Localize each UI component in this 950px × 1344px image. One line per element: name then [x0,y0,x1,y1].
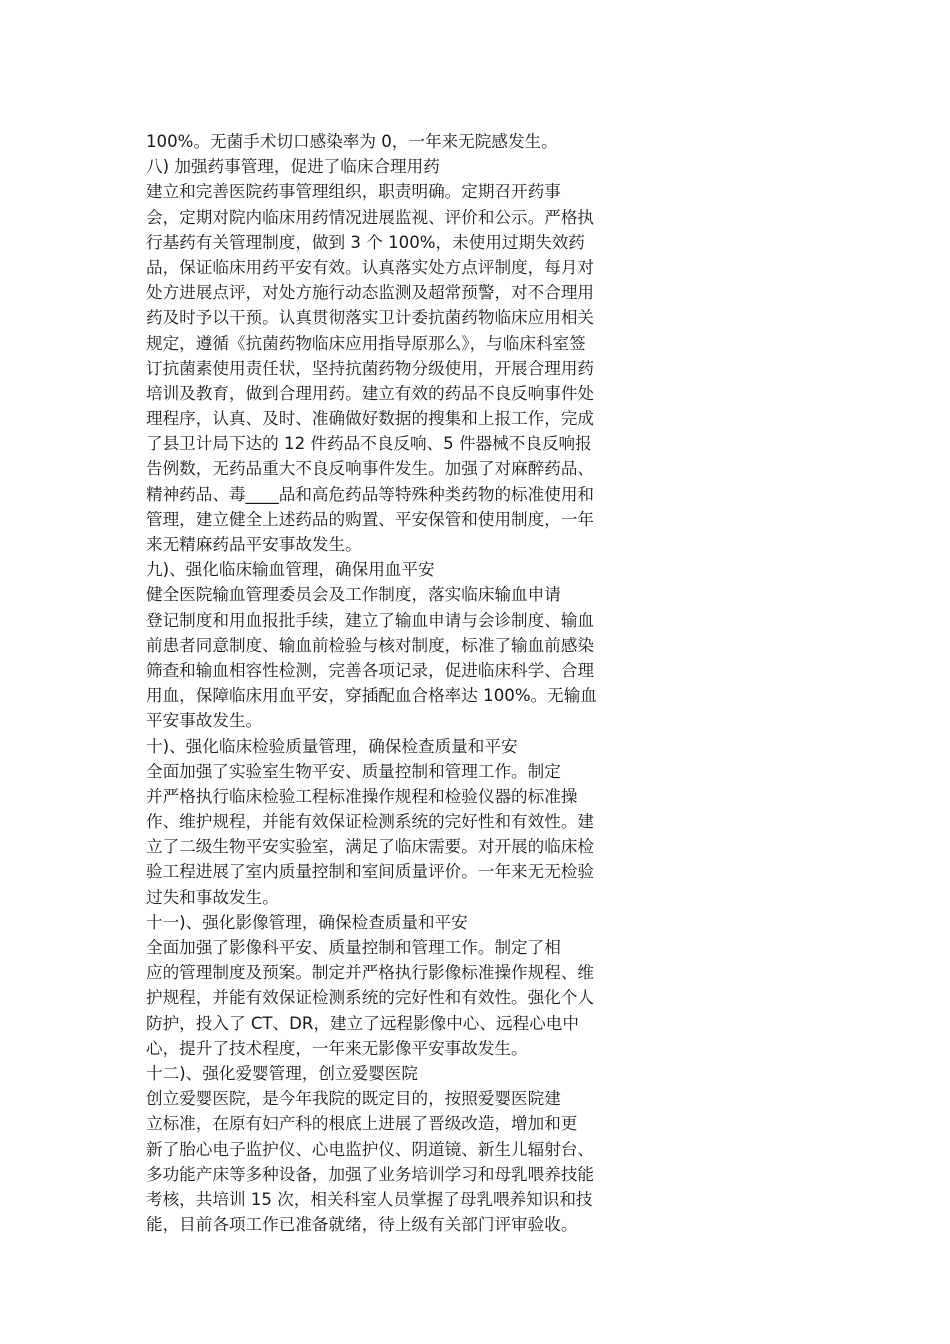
text-line: 管理，建立健全上述药品的购置、平安保管和使用制度，一年 [146,509,595,529]
text-line: 登记制度和用血报批手续，建立了输血申请与会诊制度、输血 [146,610,595,630]
text-line: 十二)、强化爱婴管理，创立爱婴医院 [146,1063,418,1083]
text-line: 立标准，在原有妇产科的根底上进展了晋级改造，增加和更 [146,1114,578,1134]
text-line: 前患者同意制度、输血前检验与核对制度，标准了输血前感染 [146,635,595,655]
document-body [146,129,676,1237]
text-line: 新了胎心电子监护仪、心电监护仪、阴道镜、新生儿辐射台、 [146,1139,595,1159]
text-line: 多功能产床等多种设备，加强了业务培训学习和母乳喂养技能 [146,1164,595,1184]
text-line: 告例数，无药品重大不良反响事件发生。加强了对麻醉药品、 [146,459,595,479]
text-line: 验工程进展了室内质量控制和室间质量评价。一年来无无检验 [146,862,595,882]
text-line: 十)、强化临床检验质量管理，确保检查质量和平安 [146,736,518,756]
text-line: 防护，投入了 CT、DR，建立了远程影像中心、远程心电中 [146,1013,579,1033]
text-line: 精神药品、毒____品和高危药品等特殊种类药物的标准使用和 [146,484,595,504]
text-line: 过失和事故发生。 [146,887,279,907]
text-line: 培训及教育，做到合理用药。建立有效的药品不良反响事件处 [146,383,595,403]
text-line: 规定，遵循《抗菌药物临床应用指导原那么》，与临床科室签 [146,333,586,353]
text-line: 处方进展点评，对处方施行动态监测及超常预警，对不合理用 [146,283,595,303]
text-line: 作、维护规程，并能有效保证检测系统的完好性和有效性。建 [146,812,595,832]
text-line: 100%。无菌手术切口感染率为 0，一年来无院感发生。 [146,132,558,151]
text-line: 品，保证临床用药平安有效。认真落实处方点评制度，每月对 [146,257,595,277]
text-line: 来无精麻药品平安事故发生。 [146,535,362,554]
text-line: 护规程，并能有效保证检测系统的完好性和有效性。强化个人 [146,988,595,1008]
text-line: 健全医院输血管理委员会及工作制度，落实临床输血申请 [146,585,561,605]
text-line: 药及时予以干预。认真贯彻落实卫计委抗菌药物临床应用相关 [146,308,595,328]
text-line: 全面加强了实验室生物平安、质量控制和管理工作。制定 [146,761,561,781]
text-line: 订抗菌素使用责任状，坚持抗菌药物分级使用，开展合理用药 [146,358,595,378]
text-line: 了县卫计局下达的 12 件药品不良反响、5 件器械不良反响报 [146,434,592,454]
text-line: 心，提升了技术程度，一年来无影像平安事故发生。 [146,1038,528,1058]
text-line: 筛查和输血相容性检测，完善各项记录，促进临床科学、合理 [146,660,595,680]
text-line: 用血，保障临床用血平安，穿插配血合格率达 100%。无输血 [146,686,597,706]
text-line: 考核，共培训 15 次，相关科室人员掌握了母乳喂养知识和技 [146,1189,593,1209]
text-line: 八) 加强药事管理，促进了临床合理用药 [146,157,440,177]
text-line: 会，定期对院内临床用药情况进展监视、评价和公示。严格执 [146,207,595,227]
text-line: 建立和完善医院药事管理组织，职责明确。定期召开药事 [146,182,561,202]
text-line: 行基药有关管理制度，做到 3 个 100%，未使用过期失效药 [146,232,585,252]
text-line: 能，目前各项工作已准备就绪，待上级有关部门评审验收。 [146,1215,578,1235]
text-line: 九)、强化临床输血管理，确保用血平安 [146,560,435,580]
text-line: 并严格执行临床检验工程标准操作规程和检验仪器的标准操 [146,786,578,806]
text-line: 全面加强了影像科平安、质量控制和管理工作。制定了相 [146,938,561,957]
text-line: 十一)、强化影像管理，确保检查质量和平安 [146,912,468,932]
text-line: 理程序，认真、及时、准确做好数据的搜集和上报工作，完成 [146,409,595,429]
text-line: 创立爱婴医院，是今年我院的既定目的，按照爱婴医院建 [146,1089,561,1109]
text-line: 平安事故发生。 [146,711,263,731]
text-line: 立了二级生物平安实验室，满足了临床需要。对开展的临床检 [146,837,595,857]
text-line: 应的管理制度及预案。制定并严格执行影像标准操作规程、维 [146,963,595,983]
